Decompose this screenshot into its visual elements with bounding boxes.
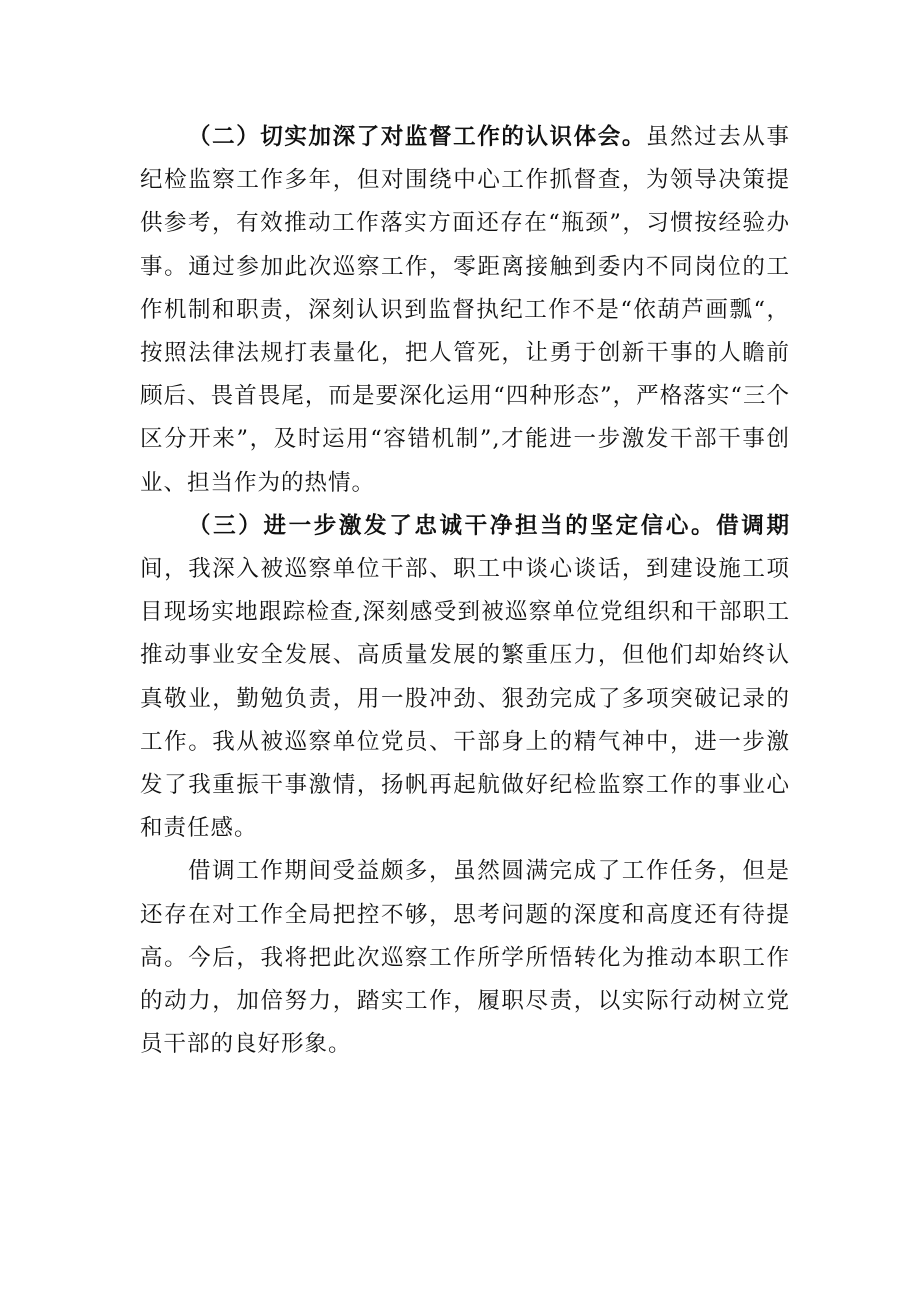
paragraph-heading: （二）切实加深了对监督工作的认识体会。 xyxy=(188,124,646,150)
paragraph-conclusion xyxy=(140,850,790,1066)
paragraph-body: 间，我深入被巡察单位干部、职工中谈心谈话，到建设施工项目现场实地跟踪检查,深刻感受到被巡察单位党组织和干部职工推动事业安全发展、高质量发展的繁重压力，但他们却始终认真敬业，勤勉负责，用一股冲劲、狠劲完成了多项突破记录的工作。我从被巡察单位党员、干部身上的精气神中，进一步激发了我重振干事激情，扬帆再起航做好纪检监察工作的事业心和责任感。 xyxy=(140,556,790,842)
document-page xyxy=(140,116,790,1066)
paragraph-body: 借调工作期间受益颇多，虽然圆满完成了工作任务，但是还存在对工作全局把控不够，思考问题的深度和高度还有待提高。今后，我将把此次巡察工作所学所悟转化为推动本职工作的动力，加倍努力，踏实工作，履职尽责，以实际行动树立党员干部的良好形象。 xyxy=(140,858,790,1058)
paragraph-loyalty-confidence xyxy=(140,505,790,851)
paragraph-supervision-understanding xyxy=(140,116,790,505)
paragraph-heading: （三）进一步激发了忠诚干净担当的坚定信心。借调期 xyxy=(188,512,790,539)
paragraph-body: 虽然过去从事纪检监察工作多年，但对围绕中心工作抓督查，为领导决策提供参考，有效推动工作落实方面还存在“瓶颈”，习惯按经验办事。通过参加此次巡察工作，零距离接触到委内不同岗位的工作机制和职责，深刻认识到监督执纪工作不是“依葫芦画瓢“，按照法律法规打表量化，把人管死，让勇于创新干事的人瞻前顾后、畏首畏尾，而是要深化运用“四种形态”，严格落实“三个区分开来”，及时运用“容错机制”,才能进一步激发干部干事创业、担当作为的热情。 xyxy=(140,124,790,496)
